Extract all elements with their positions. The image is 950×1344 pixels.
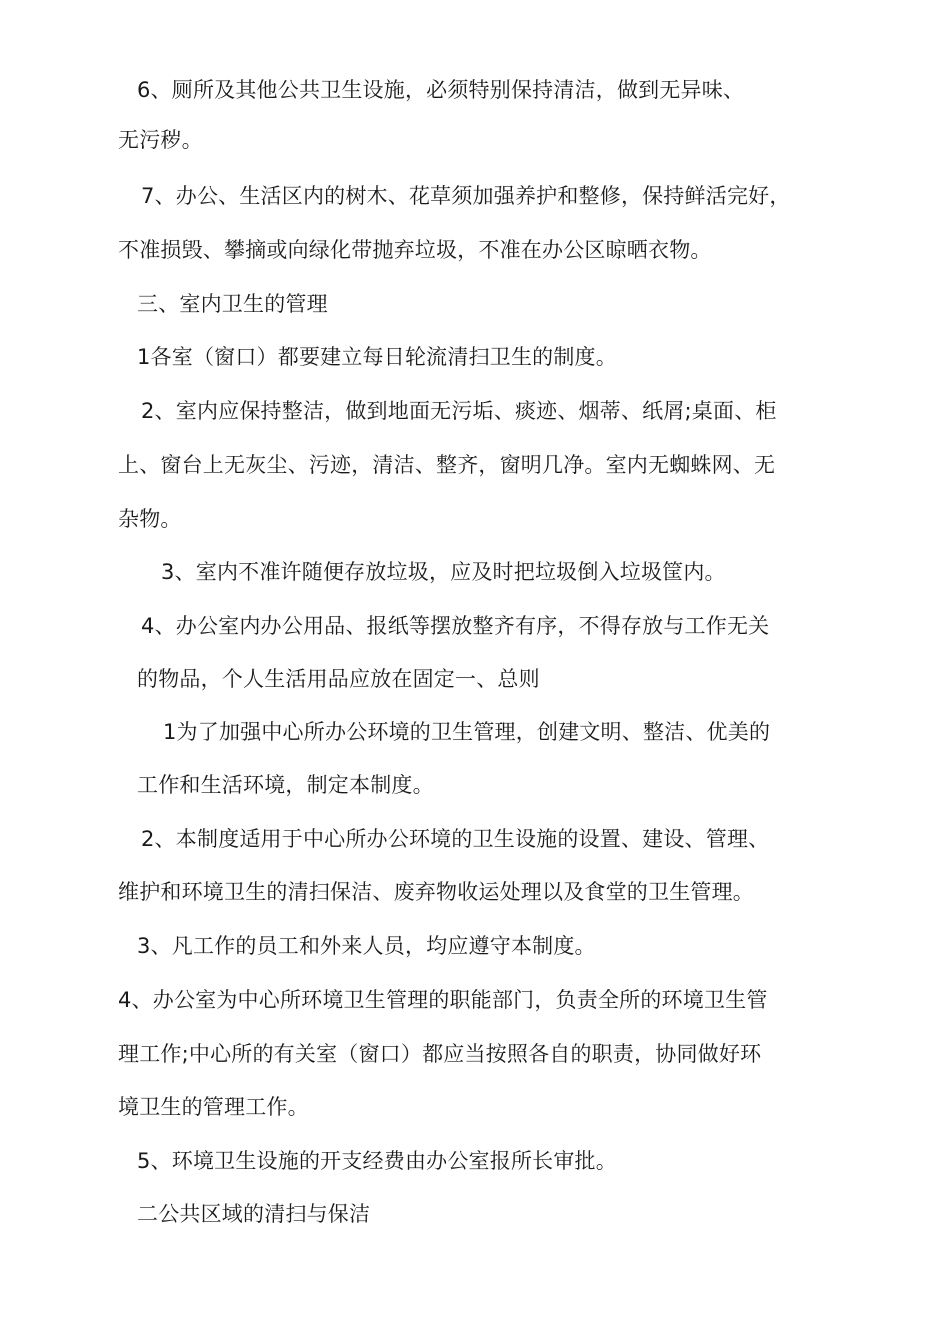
section-heading: 三、室内卫生的管理 [137,292,328,316]
text-line: 3、凡工作的员工和外来人员，均应遵守本制度。 [137,934,596,958]
text-line: 1各室（窗口）都要建立每日轮流清扫卫生的制度。 [137,345,617,369]
text-line: 5、环境卫生设施的开支经费由办公室报所长审批。 [137,1149,617,1173]
text-line: 2、本制度适用于中心所办公环境的卫生设施的设置、建设、管理、 [141,827,770,851]
text-line: 1为了加强中心所办公环境的卫生管理，创建文明、整洁、优美的 [163,720,771,744]
text-line: 工作和生活环境，制定本制度。 [137,773,434,797]
text-line: 杂物。 [118,507,182,531]
text-line: 6、厕所及其他公共卫生设施，必须特别保持清洁，做到无异味、 [137,78,745,102]
text-line: 的物品，个人生活用品应放在固定一、总则 [137,667,540,691]
text-line: 维护和环境卫生的清扫保洁、废弃物收运处理以及食堂的卫生管理。 [118,880,754,904]
text-line: 3、室内不准许随便存放垃圾，应及时把垃圾倒入垃圾筐内。 [161,560,726,584]
text-line: 2、室内应保持整洁，做到地面无污垢、痰迹、烟蒂、纸屑;桌面、柜 [141,399,777,423]
section-heading: 二公共区域的清扫与保洁 [137,1202,371,1226]
text-line: 理工作;中心所的有关室（窗口）都应当按照各自的职责，协同做好环 [118,1042,762,1066]
text-line: 境卫生的管理工作。 [118,1095,309,1119]
text-line: 7、办公、生活区内的树木、花草须加强养护和整修，保持鲜活完好， [141,184,791,208]
text-line: 无污秽。 [118,128,203,152]
text-line: 4、办公室内办公用品、报纸等摆放整齐有序，不得存放与工作无关 [141,614,770,638]
text-line: 上、窗台上无灰尘、污迹，清洁、整齐，窗明几净。室内无蜘蛛网、无 [118,453,776,477]
text-line: 不准损毁、攀摘或向绿化带抛弃垃圾，不准在办公区晾晒衣物。 [118,238,712,262]
text-line: 4、办公室为中心所环境卫生管理的职能部门，负责全所的环境卫生管 [118,988,768,1012]
